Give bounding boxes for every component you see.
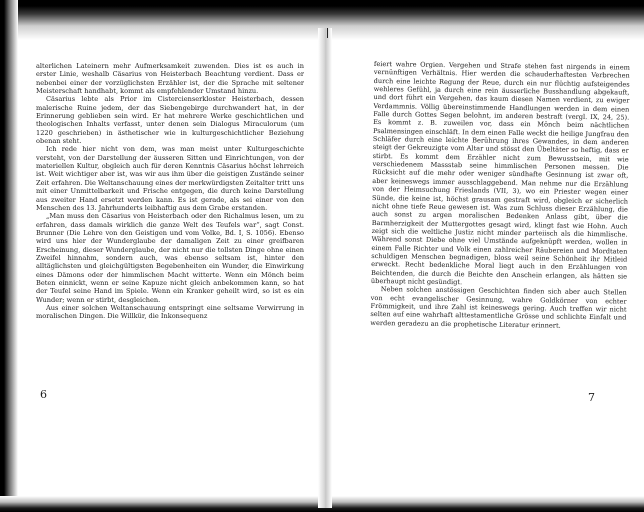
book-gutter [318,28,332,508]
right-page-number: 7 [588,391,595,404]
left-paragraph-4: „Man muss den Cäsarius von Heisterbach oder den Richalmus lesen, um zu erfahren, dass damals wirklich die ganze Welt des Teufels war“, sagt Const. Brunner (Die Lehre von den Geistigen und vom Volke, Bd. I, S. 1056). Ebenso wird uns hier der Wunderglaube der damaligen Zeit zu einer greifbaren Erscheinung, dieser Wunderglaube, der nicht nur die tollsten Dinge ohne einen Zweifel hinnahm, sondern auch, was ebenso seltsam ist, hinter den alltäglichsten und gleichgültigsten Begebenheiten ein Wunder, die Einwirkung eines Dämons oder der himmlischen Macht witterte. Wenn ein Mönch beim Beten einnickt, wenn er seine Kapuze nicht gleich anbekommen kann, so hat der Teufel seine Hand im Spiele. Wenn ein Kranker geheilt wird, so ist es ein Wunder; wenn er stirbt, desgleichen. [36,212,304,304]
right-paragraph-1: feiert wahre Orgien. Vergehen und Strafe stehen fast nirgends in einem vernünftigen Verhältnis. Hier werden die schauderhaftesten Verbrechen durch eine leichte Regung der Reue, durch ein nur flüchtig aufsteigendes wehleres Gefühl, ja durch eine rein äusserliche Busshandlung abgekauft, und dort führt ein Vergehen, das kaum diesen Namen verdient, zu ewiger Verdammnis. Völlig übereinstimmende Handlungen werden in dem einen Falle durch Gottes Segen belohnt, im anderen bestraft (vergl. IX, 24, 25). Es kommt z. B. zuweilen vor, dass ein Mönch beim nächtlichen Psalmensingen einschläft. In dem einen Falle weckt die heilige Jungfrau den Schläfer durch eine leichte Berührung ihres Gewandes, in dem anderen steigt der Gekreuzigte vom Altar und stösst den Übeltäter so heftig, dass er stirbt. Es kommt dem Erzähler nicht zum Bewusstsein, mit wie verschiedenem Massstab seine himmlischen Personen messen. Die Rücksicht auf die mehr oder weniger sündhafte Gesinnung ist zwar oft, aber keineswegs immer ausschlaggebend. Man nehme nur die Erzählung von der Heimsuchung Frieslands (VII, 3), wo ein Priester wegen einer Sünde, die keine ist, höchst grausam gestraft wird, obgleich er sicherlich nicht ohne tiefe Reue gewesen ist. Was zum Schluss dieser Erzählung, die auch sonst zu argen moralischen Bedenken Anlass gibt, über die Barmherzigkeit der Muttergottes gesagt wird, klingt fast wie Hohn. Auch zeigt sich die weltliche Justiz nicht minder parteiisch als die himmlische. Während sonst Diebe ohne viel Umstände aufgeknüpft werden, wollen in einem Falle Richter und Volk einen zahlreicher Räubereien und Mordtaten schuldigen Menschen begnadigen, bloss weil seine Schönheit ihr Mitleid erweckt. Recht bedenkliche Moral liegt auch in den Erzählungen von Beichtenden, die durch die Beichte den Anschein erlangen, als hätten sie überhaupt nicht gesündigt. [370,60,630,287]
right-paragraph-2: Neben solchen anstössigen Geschichten finden sich aber auch Stellen von echt evangelischer Gesinnung, wahre Goldkörner von echter Frömmigkeit, und ihre Zahl ist keineswegs gering. Auch treffen wir nicht selten auf eine wahrhaft alttestamentliche Grösse und schlichte Einfalt und werden geradezu an die prophetische Literatur erinnert. [370,285,627,330]
gutter-mark [327,28,328,38]
left-paragraph-3: Ich rede hier nicht von dem, was man meist unter Kulturgeschichte versteht, von der Darstellung der äusseren Sitten und Einrichtungen, von der materiellen Kultur, obgleich auch für deren Kenntnis Cäsarius höchst lehrreich ist. Weit wichtiger aber ist, was wir aus ihm über die geistigen Zustände seiner Zeit erfahren. Die Weltanschauung eines der merkwürdigsten Zeitalter tritt uns mit einer Unmittelbarkeit und Frische entgegen, die durch keine Darstellung aus zweiter Hand ersetzt werden kann. Es ist gerade, als sei einer von den Menschen des 13. Jahrhunderts leibhaftig aus dem Grabe erstanden. [36,145,304,212]
scan-shadow-left [0,0,18,512]
left-page-number: 6 [40,388,47,401]
left-page-text [36,62,304,384]
left-paragraph-2: Cäsarius lebte als Prior im Cistercienserkloster Heisterbach, dessen malerische Ruine jedem, der das Siebengebirge durchwandert hat, in der Erinnerung geblieben sein wird. Er hat mehrere Werke geschichtlichen und theologischen Inhalts verfasst, unter denen sein Dialogus Miraculorum (um 1220 geschrieben) in ästhetischer wie in kulturgeschichtlicher Beziehung obenan steht. [36,95,304,146]
left-paragraph-1: alterlichen Lateinern mehr Aufmerksamkeit zuwenden. Dies ist es auch in erster Linie, weshalb Cäsarius von Heisterbach Beachtung verdient. Dass er nebenbei einer der vorzüglichsten Erzähler ist, der die Sprache mit seltener Meisterschaft handhabt, kommt als empfehlender Umstand hinzu. [36,62,304,96]
left-paragraph-5: Aus einer solchen Weltanschauung entspringt eine seltsame Verwirrung in moralischen Dingen. Die Willkür, die Inkonsequenz [36,303,304,321]
right-page-text [370,60,630,382]
